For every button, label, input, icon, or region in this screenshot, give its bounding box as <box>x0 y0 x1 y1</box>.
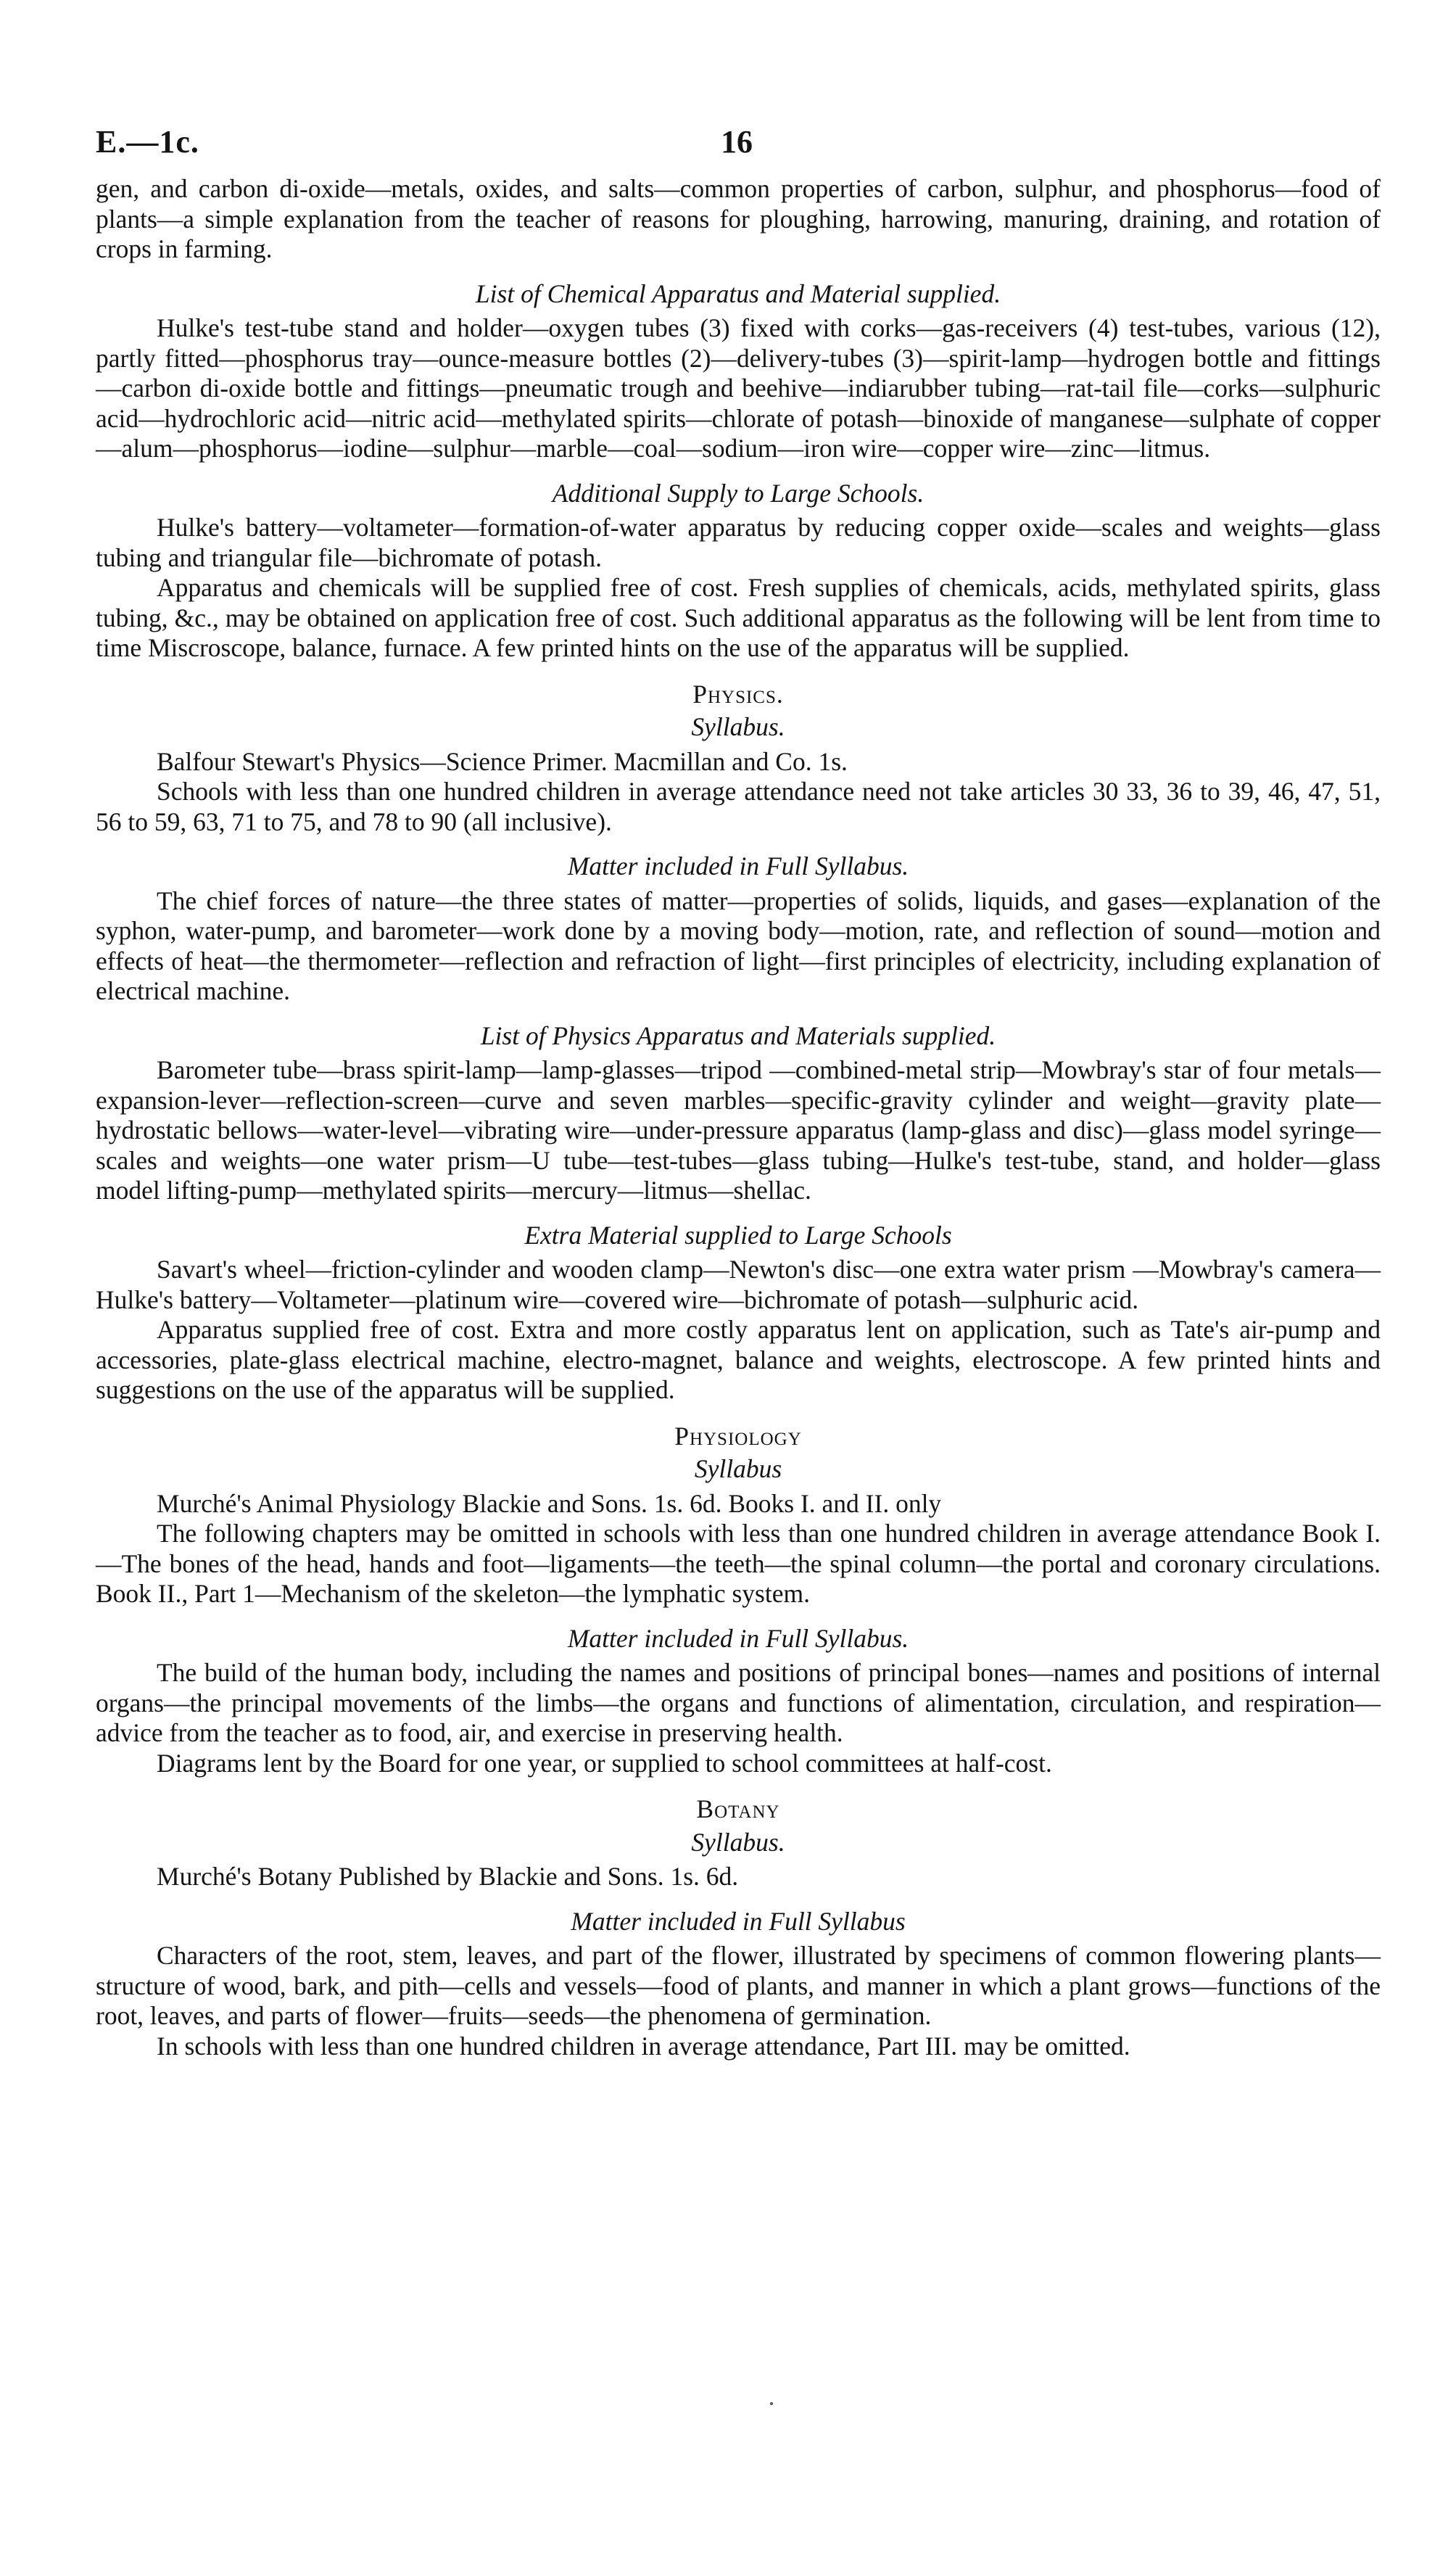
subsection-heading: List of Physics Apparatus and Materials supplied. <box>480 1020 996 1050</box>
paragraph: Balfour Stewart's Physics—Science Primer. Macmillan and Co. 1s. <box>157 746 848 776</box>
paragraph: In schools with less than one hundred children in average attendance, Part III. may be omitted. <box>157 2031 1130 2061</box>
paragraph: Apparatus and chemicals will be supplied free of cost. Fresh supplies of chemicals, acids, methylated spirits, glass tubing, &c., may be obtained on application free of cost. Such additional apparatus as the following will be lent from time to time Miscroscope, balance, furnace. A few printed hints on the use of the apparatus will be supplied. <box>96 573 1381 662</box>
paragraph: Barometer tube—brass spirit-lamp—lamp-glasses—tripod —combined-metal strip—Mowbray's star of four metals—expansion-lever—reflection-screen—curve and seven marbles—specific-gravity cylinder and weight—gravity plate—hydrostatic bellows—water-level—vibrating wire—under-pressure apparatus (lamp-glass and disc)—glass model syringe—scales and weights—one water prism—U tube—test-tubes—glass tubing—Hulke's test-tube, stand, and holder—glass model lifting-pump—methylated spirits—mercury—litmus—shellac. <box>96 1055 1381 1205</box>
paragraph: Murché's Animal Physiology Blackie and Sons. 1s. 6d. Books I. and II. only <box>157 1488 942 1518</box>
body-text <box>96 174 1381 2061</box>
section-title: Botany <box>696 1794 780 1823</box>
paragraph: Characters of the root, stem, leaves, and part of the flower, illustrated by specimens of common flowering plants—structure of wood, bark, and pith—cells and vessels—food of plants, and manner in which a plant grows—functions of the root, leaves, and parts of flower—fruits—seeds—the phenomena of germination. <box>96 1941 1381 2030</box>
subsection-heading: List of Chemical Apparatus and Material supplied. <box>475 279 1001 308</box>
paragraph: The following chapters may be omitted in schools with less than one hundred children in average attendance Book I.—The bones of the head, hands and foot—ligaments—the teeth—the spinal column—the portal and coronary circulations. Book II., Part 1—Mechanism of the skeleton—the lymphatic system. <box>96 1519 1381 1608</box>
page-header <box>96 123 1381 174</box>
paragraph: Apparatus supplied free of cost. Extra and more costly apparatus lent on application, such as Tate's air-pump and accessories, plate-glass electrical machine, electro-magnet, balance and weights, electroscope. A few printed hints and suggestions on the use of the apparatus will be supplied. <box>96 1315 1381 1404</box>
paragraph: Schools with less than one hundred children in average attendance need not take articles 30 33, 36 to 39, 46, 47, 51, 56 to 59, 63, 71 to 75, and 78 to 90 (all inclusive). <box>96 777 1381 836</box>
stray-mark <box>770 2402 773 2405</box>
subsection-heading: Matter included in Full Syllabus <box>571 1906 906 1936</box>
subsection-heading: Syllabus <box>694 1454 782 1483</box>
subsection-heading: Matter included in Full Syllabus. <box>567 851 909 880</box>
page-number: 16 <box>721 124 753 160</box>
paragraph: The chief forces of nature—the three states of matter—properties of solids, liquids, and gases—explanation of the syphon, water-pump, and barometer—work done by a moving body—motion, rate, and reflection of sound—motion and effects of heat—the thermometer—reflection and refraction of light—first principles of electricity, including explanation of electrical machine. <box>96 886 1381 1005</box>
paragraph: The build of the human body, including the names and positions of principal bones—names and positions of internal organs—the principal movements of the limbs—the organs and functions of alimentation, circulation, and respiration—advice from the teacher as to food, air, and exercise in preserving health. <box>96 1658 1381 1747</box>
document-reference: E.—1c. <box>96 124 199 160</box>
subsection-heading: Matter included in Full Syllabus. <box>567 1623 909 1653</box>
paragraph: Savart's wheel—friction-cylinder and wooden clamp—Newton's disc—one extra water prism —Mowbray's camera—Hulke's battery—Voltameter—platinum wire—covered wire—bichromate of potash—sulphuric acid. <box>96 1255 1381 1314</box>
paragraph: Diagrams lent by the Board for one year, or supplied to school committees at half-cost. <box>157 1748 1052 1778</box>
subsection-heading: Syllabus. <box>691 1827 785 1857</box>
section-title: Physics. <box>692 679 784 709</box>
section-title: Physiology <box>674 1421 802 1451</box>
paragraph: gen, and carbon di-oxide—metals, oxides, and salts—common properties of carbon, sulphur, and phosphorus—food of plants—a simple explanation from the teacher of reasons for ploughing, harrowing, manuring, draining, and rotation of crops in farming. <box>96 174 1381 263</box>
subsection-heading: Additional Supply to Large Schools. <box>552 478 925 508</box>
paragraph: Hulke's battery—voltameter—formation-of-water apparatus by reducing copper oxide—scales and weights—glass tubing and triangular file—bichromate of potash. <box>96 513 1381 572</box>
subsection-heading: Syllabus. <box>691 712 785 741</box>
document-page <box>96 123 1381 2061</box>
paragraph: Hulke's test-tube stand and holder—oxygen tubes (3) fixed with corks—gas-receivers (4) test-tubes, various (12), partly fitted—phosphorus tray—ounce-measure bottles (2)—delivery-tubes (3)—spirit-lamp—hydrogen bottle and fittings—carbon di-oxide bottle and fittings—pneumatic trough and beehive—indiarubber tubing—rat-tail file—corks—sulphuric acid—hydrochloric acid—nitric acid—methylated spirits—chlorate of potash—binoxide of manganese—sulphate of copper—alum—phosphorus—iodine—sulphur—marble—coal—sodium—iron wire—copper wire—zinc—litmus. <box>96 313 1381 463</box>
paragraph: Murché's Botany Published by Blackie and Sons. 1s. 6d. <box>157 1862 739 1891</box>
subsection-heading: Extra Material supplied to Large Schools <box>524 1220 952 1250</box>
